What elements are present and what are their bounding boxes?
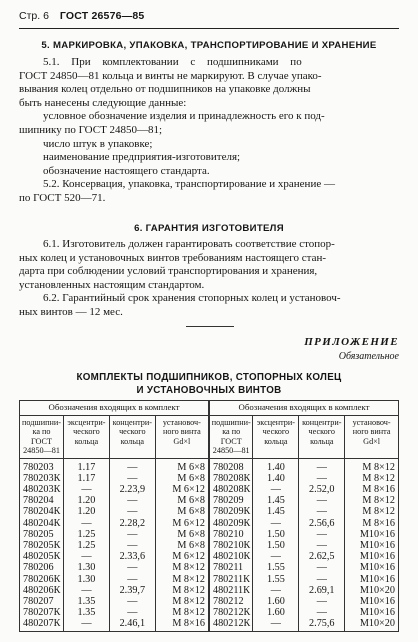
table-cell: 780203К bbox=[20, 473, 64, 484]
list-item-1-line-1: условное обозначение изделия и принадлежность его к под- bbox=[43, 110, 325, 123]
table-cell: — bbox=[299, 596, 345, 607]
table-cell: 2.28,2 bbox=[109, 518, 155, 529]
table-cell: М10×16 bbox=[345, 574, 399, 585]
section-6-1-line-2: ных колец и установочных винтов требованиям настоящего стан- bbox=[19, 251, 327, 264]
table-cell: 480204К bbox=[20, 518, 64, 529]
table-cell: 780210 bbox=[209, 529, 253, 540]
table-cell: 780205 bbox=[20, 529, 64, 540]
table-cell: М 8×12 bbox=[155, 607, 209, 618]
table-cell: М10×20 bbox=[345, 618, 399, 631]
table-cell: 1.60 bbox=[253, 596, 299, 607]
section-6-2-line-2: ных винтов — 12 мес. bbox=[19, 306, 123, 318]
separator-rule bbox=[186, 326, 234, 327]
table-cell: 1.35 bbox=[63, 607, 109, 618]
table-cell: — bbox=[63, 551, 109, 562]
table-cell: М10×16 bbox=[345, 529, 399, 540]
table-cell: 780209 bbox=[209, 495, 253, 506]
table-cell: 1.40 bbox=[253, 473, 299, 484]
table-cell: — bbox=[63, 585, 109, 596]
table-cell: 780210К bbox=[209, 540, 253, 551]
table-cell: — bbox=[299, 562, 345, 573]
table-cell: — bbox=[299, 506, 345, 517]
table-row bbox=[20, 551, 399, 562]
group-header-right: Обозначения входящих в комплект bbox=[209, 401, 399, 416]
table-row bbox=[20, 506, 399, 517]
table-cell: 1.17 bbox=[63, 473, 109, 484]
table-cell: — bbox=[299, 540, 345, 551]
table-cell: 2.69,1 bbox=[299, 585, 345, 596]
table-cell: 780212 bbox=[209, 596, 253, 607]
section-5-title: 5. МАРКИРОВКА, УПАКОВКА, ТРАНСПОРТИРОВАНИЕ И ХРАНЕНИЕ bbox=[41, 40, 377, 51]
section-6-1-line-4: установленных настоящим стандартом. bbox=[19, 278, 205, 291]
table-cell: 1.20 bbox=[63, 506, 109, 517]
table-cell: 1.40 bbox=[253, 458, 299, 473]
section-5-1-line-1: 5.1. При комплектовании с подшипниками по bbox=[43, 56, 302, 68]
table-cell: 1.35 bbox=[63, 596, 109, 607]
section-6-2-line-1: 6.2. Гарантийный срок хранения стопорных колец и установоч- bbox=[43, 292, 341, 305]
table-cell: — bbox=[299, 607, 345, 618]
table-cell: 2.62,5 bbox=[299, 551, 345, 562]
table-cell: М 6×12 bbox=[155, 484, 209, 495]
table-cell: 480209К bbox=[209, 518, 253, 529]
table-cell: М10×20 bbox=[345, 585, 399, 596]
table-cell: М 6×8 bbox=[155, 495, 209, 506]
table-cell: 2.56,6 bbox=[299, 518, 345, 529]
table-cell: — bbox=[109, 562, 155, 573]
table-body bbox=[20, 458, 399, 631]
table-cell: — bbox=[253, 585, 299, 596]
table-cell: — bbox=[109, 607, 155, 618]
table-row bbox=[20, 458, 399, 473]
table-cell: — bbox=[253, 618, 299, 631]
table-cell: — bbox=[253, 518, 299, 529]
table-row bbox=[20, 495, 399, 506]
table-cell: 1.50 bbox=[253, 540, 299, 551]
table-cell: М 6×8 bbox=[155, 458, 209, 473]
section-6-1-line-3: дарта при соблюдении условий транспортирования и хранения, bbox=[19, 265, 318, 278]
table-cell: М 8×12 bbox=[155, 562, 209, 573]
col-header-eccentric: эксцентри-ческого кольца bbox=[63, 415, 109, 458]
table-row bbox=[20, 574, 399, 585]
table-cell: — bbox=[253, 484, 299, 495]
table-cell: 2.33,6 bbox=[109, 551, 155, 562]
table-cell: — bbox=[109, 596, 155, 607]
table-cell: 780211 bbox=[209, 562, 253, 573]
table-cell: М 8×12 bbox=[155, 574, 209, 585]
table-cell: 780205К bbox=[20, 540, 64, 551]
table-cell: — bbox=[63, 484, 109, 495]
section-6-1-line-1: 6.1. Изготовитель должен гарантировать соответствие стопор- bbox=[43, 238, 335, 250]
col-header-bearing: подшипни-ка по ГОСТ 24850—81 bbox=[20, 415, 64, 458]
table-cell: 1.45 bbox=[253, 495, 299, 506]
section-5-2-line-2: по ГОСТ 520—71. bbox=[19, 192, 106, 204]
section-5-1-line-3: вывания колец отдельно от подшипников на упаковке должны bbox=[19, 83, 311, 96]
table-cell: М 6×8 bbox=[155, 506, 209, 517]
table-cell: 2.23,9 bbox=[109, 484, 155, 495]
section-5-2-line-1: 5.2. Консервация, упаковка, транспортирование и хранение — bbox=[43, 178, 335, 191]
table-cell: 480211К bbox=[209, 585, 253, 596]
table-cell: — bbox=[299, 529, 345, 540]
list-item-1-line-2: шипнику по ГОСТ 24850—81; bbox=[19, 124, 163, 136]
table-cell: М10×16 bbox=[345, 562, 399, 573]
table-cell: — bbox=[109, 495, 155, 506]
table-cell: М10×16 bbox=[345, 551, 399, 562]
table-cell: М 6×8 bbox=[155, 473, 209, 484]
table-cell: — bbox=[109, 506, 155, 517]
table-cell: — bbox=[299, 458, 345, 473]
table-row bbox=[20, 562, 399, 573]
table-row bbox=[20, 607, 399, 618]
table-row bbox=[20, 473, 399, 484]
section-5-1-line-4: быть нанесены следующие данные: bbox=[19, 96, 187, 109]
table-cell: 480205К bbox=[20, 551, 64, 562]
table-cell: 780212К bbox=[209, 607, 253, 618]
table-row bbox=[20, 540, 399, 551]
table-cell: — bbox=[63, 518, 109, 529]
table-cell: — bbox=[109, 574, 155, 585]
table-cell: — bbox=[253, 551, 299, 562]
table-cell: 780206 bbox=[20, 562, 64, 573]
col-header-concentric: концентри-ческого кольца bbox=[299, 415, 345, 458]
section-5-1-line-2: ГОСТ 24850—81 кольца и винты не маркируют. В случае упако- bbox=[19, 69, 322, 82]
page-header bbox=[19, 10, 399, 24]
table-cell: М 8×12 bbox=[345, 473, 399, 484]
list-item-4: обозначение настоящего стандарта. bbox=[43, 164, 210, 177]
table-cell: 780206К bbox=[20, 574, 64, 585]
table-cell: 780207К bbox=[20, 607, 64, 618]
table-cell: 480210К bbox=[209, 551, 253, 562]
table-cell: 1.25 bbox=[63, 540, 109, 551]
table-cell: 780208К bbox=[209, 473, 253, 484]
table-cell: 2.75,6 bbox=[299, 618, 345, 631]
table-cell: 480208К bbox=[209, 484, 253, 495]
standard-number: ГОСТ 26576—85 bbox=[59, 10, 145, 22]
table-cell: 1.25 bbox=[63, 529, 109, 540]
table-cell: 1.55 bbox=[253, 562, 299, 573]
bearing-kit-table bbox=[19, 400, 399, 632]
table-cell: М 8×12 bbox=[345, 458, 399, 473]
table-cell: — bbox=[299, 473, 345, 484]
table-cell: 780211К bbox=[209, 574, 253, 585]
table-cell: 1.20 bbox=[63, 495, 109, 506]
table-row bbox=[20, 585, 399, 596]
col-header-screw: установоч-ного винта Gd×l bbox=[345, 415, 399, 458]
table-cell: М 8×12 bbox=[345, 495, 399, 506]
table-cell: 2.46,1 bbox=[109, 618, 155, 631]
table-cell: 2.39,7 bbox=[109, 585, 155, 596]
table-cell: М 8×12 bbox=[345, 506, 399, 517]
table-cell: 780203 bbox=[20, 458, 64, 473]
table-cell: 1.50 bbox=[253, 529, 299, 540]
table-cell: М10×16 bbox=[345, 607, 399, 618]
table-cell: М10×16 bbox=[345, 540, 399, 551]
table-cell: 780204 bbox=[20, 495, 64, 506]
header-rule bbox=[19, 28, 399, 29]
table-cell: М 6×8 bbox=[155, 529, 209, 540]
page-number: Стр. 6 bbox=[19, 10, 49, 22]
table-cell: 1.30 bbox=[63, 562, 109, 573]
table-cell: 1.17 bbox=[63, 458, 109, 473]
table-cell: М 8×16 bbox=[345, 518, 399, 529]
col-header-eccentric: эксцентри-ческого кольца bbox=[253, 415, 299, 458]
table-cell: — bbox=[299, 574, 345, 585]
table-cell: 1.45 bbox=[253, 506, 299, 517]
table-cell: 780207 bbox=[20, 596, 64, 607]
table-title-line-1: КОМПЛЕКТЫ ПОДШИПНИКОВ, СТОПОРНЫХ КОЛЕЦ bbox=[76, 372, 342, 383]
table-cell: 780208 bbox=[209, 458, 253, 473]
table-cell: 780204К bbox=[20, 506, 64, 517]
table-cell: 780209К bbox=[209, 506, 253, 517]
table-title-line-2: И УСТАНОВОЧНЫХ ВИНТОВ bbox=[136, 385, 282, 396]
table-row bbox=[20, 618, 399, 631]
table-cell: 1.30 bbox=[63, 574, 109, 585]
table-cell: — bbox=[109, 458, 155, 473]
appendix-label: ПРИЛОЖЕНИЕ bbox=[304, 336, 399, 348]
appendix-status: Обязательное bbox=[338, 351, 399, 362]
table-cell: — bbox=[109, 473, 155, 484]
col-header-concentric: концентри-ческого кольца bbox=[109, 415, 155, 458]
table-cell: — bbox=[109, 540, 155, 551]
table-row bbox=[20, 529, 399, 540]
table-cell: 1.55 bbox=[253, 574, 299, 585]
table-cell: 480212К bbox=[209, 618, 253, 631]
table-cell: 480203К bbox=[20, 484, 64, 495]
col-header-bearing: подшипни-ка по ГОСТ 24850—81 bbox=[209, 415, 253, 458]
section-6-title: 6. ГАРАНТИЯ ИЗГОТОВИТЕЛЯ bbox=[134, 223, 284, 234]
table-row bbox=[20, 596, 399, 607]
table-cell: 2.52,0 bbox=[299, 484, 345, 495]
list-item-2: число штук в упаковке; bbox=[43, 137, 153, 150]
table-cell: М 6×12 bbox=[155, 551, 209, 562]
table-cell: М 8×12 bbox=[155, 585, 209, 596]
table-cell: М 6×12 bbox=[155, 518, 209, 529]
table-cell: М 8×16 bbox=[155, 618, 209, 631]
table-cell: М 8×12 bbox=[155, 596, 209, 607]
table-cell: М 8×16 bbox=[345, 484, 399, 495]
table-cell: 1.60 bbox=[253, 607, 299, 618]
table-cell: М10×16 bbox=[345, 596, 399, 607]
table-cell: — bbox=[299, 495, 345, 506]
list-item-3: наименование предприятия-изготовителя; bbox=[43, 151, 241, 164]
table-cell: 480207К bbox=[20, 618, 64, 631]
group-header-left: Обозначения входящих в комплект bbox=[20, 401, 209, 416]
table-cell: М 6×8 bbox=[155, 540, 209, 551]
table-cell: — bbox=[63, 618, 109, 631]
table-row bbox=[20, 518, 399, 529]
col-header-screw: установоч-ного винта Gd×l bbox=[155, 415, 209, 458]
table-cell: 480206К bbox=[20, 585, 64, 596]
table-row bbox=[20, 484, 399, 495]
table-cell: — bbox=[109, 529, 155, 540]
